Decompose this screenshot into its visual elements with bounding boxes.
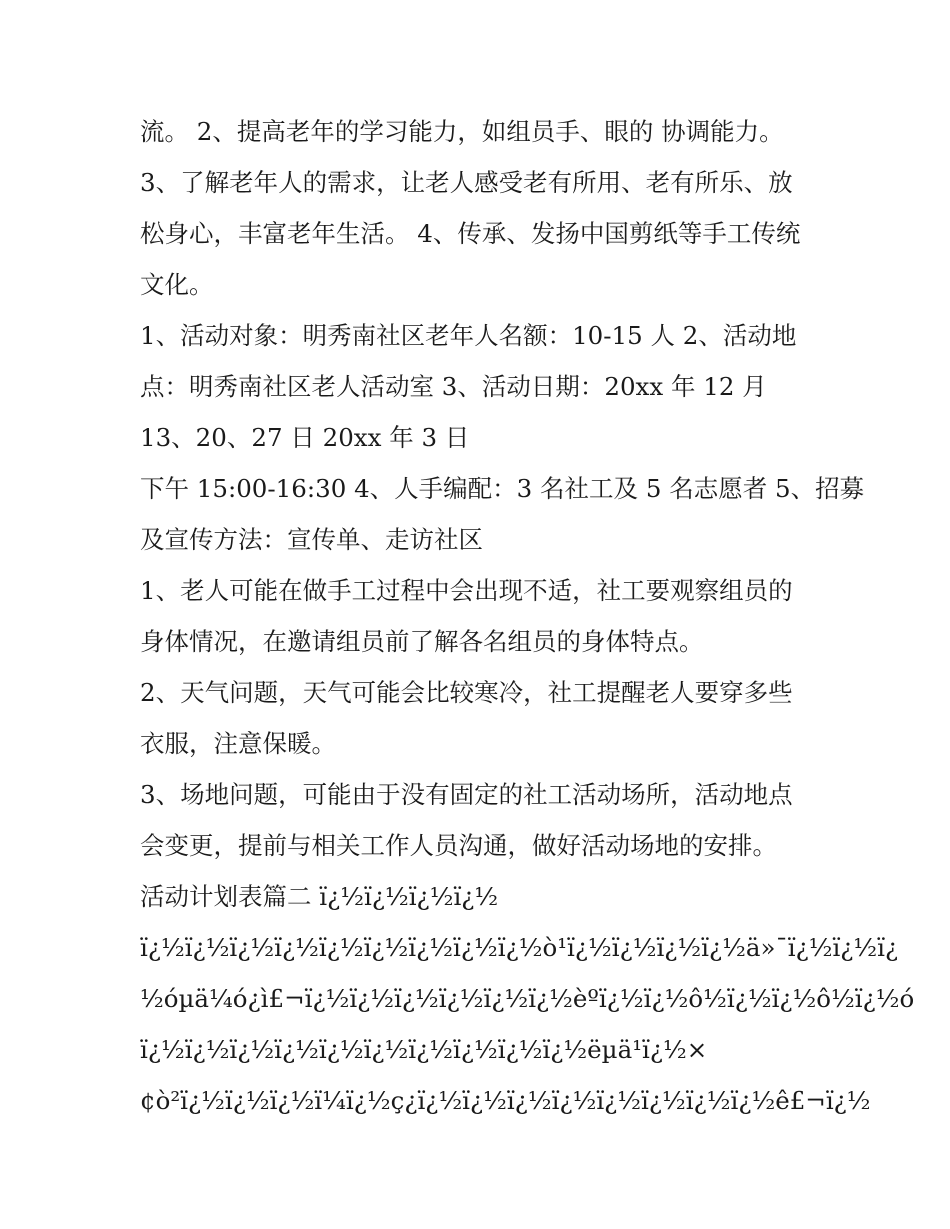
text-line: 及宣传方法：宣传单、走访社区 [140, 525, 483, 554]
text-line: 衣服，注意保暖。 [140, 729, 336, 758]
garbled-text-line: ï¿½ï¿½ï¿½ï¿½ï¿½ï¿½ï¿½ï¿½ï¿½ò¹ï¿½ï¿½ï¿½ï¿½ä»¯ï¿½ï¿½ï¿ [140, 933, 899, 962]
section-heading: 活动计划表篇二 ï¿½ï¿½ï¿½ï¿½ [140, 882, 499, 911]
text-line: 1、活动对象：明秀南社区老年人名额：10-15 人 2、活动地 [140, 321, 797, 350]
text-line: 2、天气问题，天气可能会比较寒冷，社工提醒老人要穿多些 [140, 678, 793, 707]
text-line: 3、了解老年人的需求，让老人感受老有所用、老有所乐、放 [140, 168, 793, 197]
document-body [140, 106, 915, 1126]
text-line: 点：明秀南社区老人活动室 3、活动日期：20xx 年 12 月 [140, 372, 767, 401]
text-line: 下午 15:00-16:30 4、人手编配：3 名社工及 5 名志愿者 5、招募 [140, 474, 865, 503]
text-line: 流。 2、提高老年的学习能力，如组员手、眼的 协调能力。 [140, 117, 784, 146]
text-line: 13、20、27 日 20xx 年 3 日 [140, 423, 470, 452]
text-line: 松身心，丰富老年生活。 4、传承、发扬中国剪纸等手工传统 [140, 219, 801, 248]
garbled-text-line: ï¿½ï¿½ï¿½ï¿½ï¿½ï¿½ï¿½ï¿½ï¿½ï¿½ëµä¹ï¿½× [140, 1035, 708, 1064]
text-line: 身体情况，在邀请组员前了解各名组员的身体特点。 [140, 627, 704, 656]
text-line: 会变更，提前与相关工作人员沟通，做好活动场地的安排。 [140, 831, 777, 860]
garbled-text-line: ¢ò²ï¿½ï¿½ï¿½ï¼ï¿½ç¿ï¿½ï¿½ï¿½ï¿½ï¿½ï¿½ï¿½ï¿½ê£¬ï¿½ [140, 1086, 871, 1115]
text-line: 3、场地问题，可能由于没有固定的社工活动场所，活动地点 [140, 780, 793, 809]
garbled-text-line: ½óµä¼ó¿ì£¬ï¿½ï¿½ï¿½ï¿½ï¿½ï¿½èºï¿½ï¿½ô½ï¿½ï¿½ô½ï¿½ó [140, 984, 915, 1013]
text-line: 文化。 [140, 270, 214, 299]
text-line: 1、老人可能在做手工过程中会出现不适，社工要观察组员的 [140, 576, 793, 605]
